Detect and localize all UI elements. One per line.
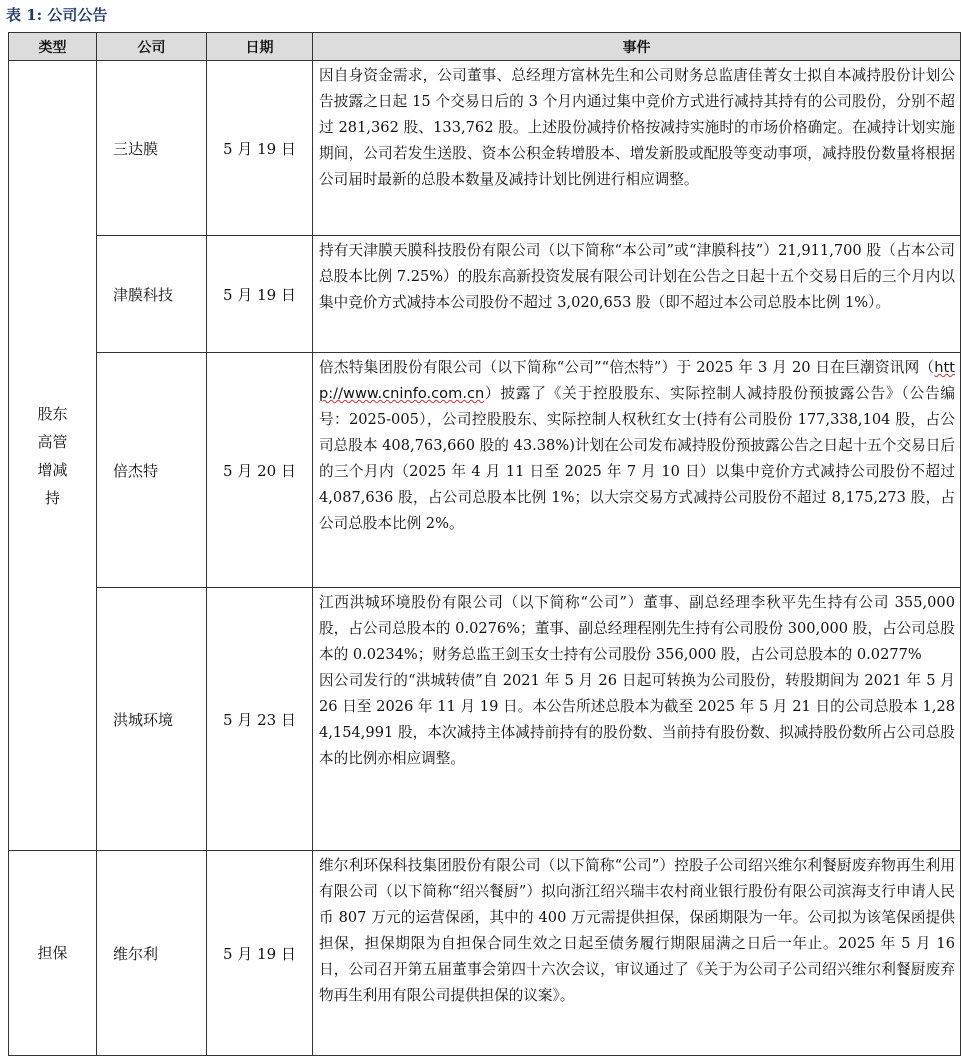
header-row: [9, 33, 961, 61]
event-text-part: 倍杰特集团股份有限公司（以下简称“公司”“倍杰特”）于 2025 年 3 月 20 日在巨潮资讯网（: [319, 359, 935, 376]
header-company: 公司: [97, 33, 207, 61]
company-cell: 三达膜: [97, 61, 207, 236]
event-text: 因自身资金需求，公司董事、总经理方富林先生和公司财务总监唐佳菁女士拟自本减持股份计划公告披露之日起 15 个交易日后的 3 个月内通过集中竞价方式进行减持其持有的公司股份，分别不超过 281,362 股、133,762 股。上述股份减持价格按减持实施时的市场价格确定。在减持计划实施期间，公司若发生送股、资本公积金转增股本、增发新股或配股等变动事项，减持股份数量将根据公司届时最新的总股本数量及减持计划比例进行相应调整。: [319, 67, 955, 188]
category-label: 担保: [37, 944, 68, 962]
event-text: 维尔利环保科技集团股份有限公司（以下简称“公司”）控股子公司绍兴维尔利餐厨废弃物再生利用有限公司（以下简称“绍兴餐厨”）拟向浙江绍兴瑞丰农村商业银行股份有限公司滨海支行申请人民币 807 万元的运营保函，其中的 400 万元需提供担保，保函期限为一年。公司拟为该笔保函提供担保，担保期限为自担保合同生效之日起至债务履行期限届满之日后一年止。2025 年 5 月 16 日，公司召开第五届董事会第四十六次会议，审议通过了《关于为公司子公司绍兴维尔利餐厨废弃物再生利用有限公司提供担保的议案》。: [319, 857, 955, 1004]
company-cell: 津膜科技: [97, 236, 207, 353]
date-cell: 5 月 19 日: [207, 61, 313, 236]
table-row: [9, 236, 961, 353]
date-cell: 5 月 19 日: [207, 236, 313, 353]
event-cell: [313, 61, 961, 236]
date-cell: 5 月 19 日: [207, 851, 313, 1056]
event-text: 因公司发行的“洪城转债”自 2021 年 5 月 26 日起可转换为公司股份，转股期间为 2021 年 5 月 26 日至 2026 年 11 月 19 日。本公告所述总股本为截至 2025 年 5 月 21 日的公司总股本 1,284,154,991 股，本次减持主体减持前持有的股份数、当前持有股份数、拟减持股份数所占公司总股本的比例亦相应调整。: [319, 672, 955, 767]
header-date: 日期: [207, 33, 313, 61]
table-row: [9, 588, 961, 851]
event-text-part: ）披露了《关于控股股东、实际控制人减持股份预披露公告》（公告编号：2025-005），公司控股股东、实际控制人权秋红女士(持有公司股份 177,338,104 股，占公司总股本 408,763,660 股的 43.38%)计划在公司发布减持股份预披露公告之日起十五个交易日后的三个月内（2025 年 4 月 11 日至 2025 年 7 月 10 日）以集中竞价方式减持公司股份不超过 4,087,636 股，占公司总股本比例 1%；以大宗交易方式减持公司股份不超过 8,175,273 股，占公司总股本比例 2%。: [319, 385, 955, 532]
event-cell: [313, 851, 961, 1056]
cninfo-link[interactable]: http://www.cninfo.com.cn: [319, 359, 955, 402]
event-cell: [313, 588, 961, 851]
category-label: 股东高管增减持: [37, 404, 68, 507]
event-text: 持有天津膜天膜科技股份有限公司（以下简称“本公司”或“津膜科技”）21,911,700 股（占本公司总股本比例 7.25%）的股东高新投资发展有限公司计划在公告之日起十五个交易日后的三个月内以集中竞价方式减持本公司股份不超过 3,020,653 股（即不超过本公司总股本比例 1%）。: [319, 242, 955, 311]
announcements-table: [8, 32, 961, 1056]
event-text: 江西洪城环境股份有限公司（以下简称“公司”）董事、副总经理李秋平先生持有公司 355,000 股，占公司总股本的 0.0276%；董事、副总经理程刚先生持有公司股份 300,000 股，占公司总股本的 0.0234%；财务总监王剑玉女士持有公司股份 356,000 股，占公司总股本的 0.0277%: [319, 594, 955, 663]
table-caption: 表 1: 公司公告: [6, 6, 108, 24]
date-cell: 5 月 23 日: [207, 588, 313, 851]
event-cell: [313, 236, 961, 353]
header-category: 类型: [9, 33, 97, 61]
header-event: 事件: [313, 33, 961, 61]
event-text: [319, 355, 955, 537]
category-cell: [9, 851, 97, 1056]
table-row: [9, 851, 961, 1056]
table-row: [9, 353, 961, 588]
category-cell: [9, 61, 97, 851]
company-cell: 洪城环境: [97, 588, 207, 851]
company-cell: 维尔利: [97, 851, 207, 1056]
date-cell: 5 月 20 日: [207, 353, 313, 588]
table-row: [9, 61, 961, 236]
company-cell: 倍杰特: [97, 353, 207, 588]
event-cell: [313, 353, 961, 588]
